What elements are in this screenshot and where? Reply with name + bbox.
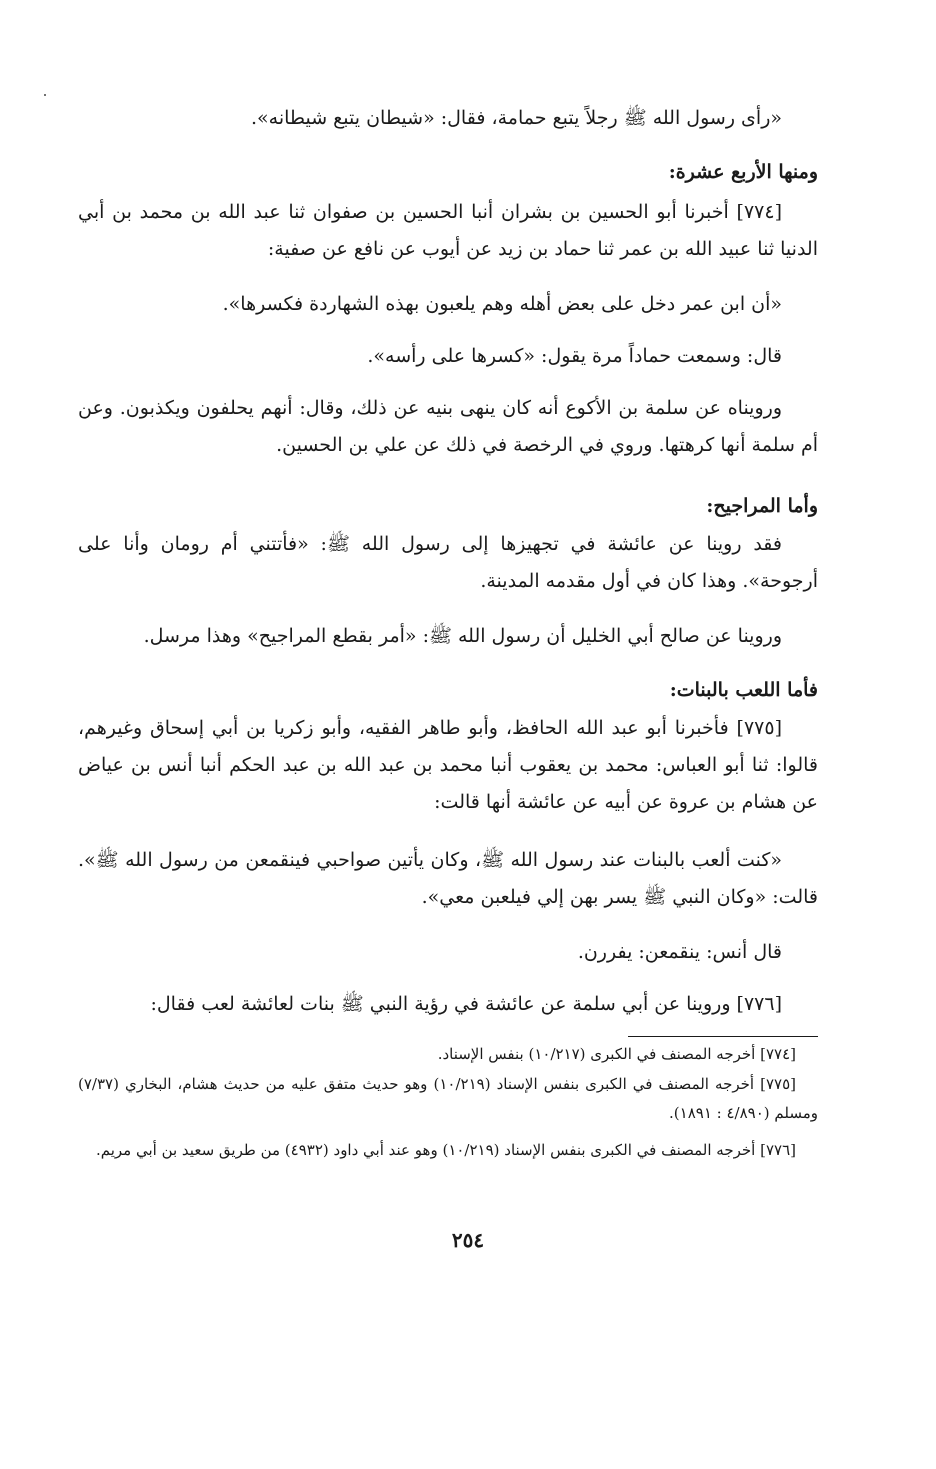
- footnote-776: [٧٧٦] أخرجه المصنف في الكبرى بنفس الإسناد (١٠/٢١٩) وهو عند أبي داود (٤٩٣٢) من طريق سعيد بن أبي مريم.: [95, 1141, 796, 1159]
- scan-speck: [44, 94, 46, 96]
- paragraph-hadith-776: [٧٧٦] وروينا عن أبي سلمة عن عائشة في رؤية النبي ﷺ بنات لعائشة لعب فقال:: [150, 993, 782, 1015]
- paragraph-salama-narration: ورويناه عن سلمة بن الأكوع أنه كان ينهى بنيه عن ذلك، وقال: أنهم يحلفون ويكذبون. وعن أم سلمة أنها كرهتها. وروي في الرخصة في ذلك عن علي بن الحسين.: [78, 397, 818, 456]
- footnote-775: [٧٧٥] أخرجه المصنف في الكبرى بنفس الإسناد (١٠/٢١٩) وهو حديث متفق عليه من حديث هشام، البخاري (٧/٣٧) ومسلم (٤/٨٩٠ : ١٨٩١).: [78, 1075, 818, 1122]
- paragraph-quote-ibn-umar: «أن ابن عمر دخل على بعض أهله وهم يلعبون بهذه الشهاردة فكسرها».: [222, 293, 782, 315]
- page-number: ٢٥٤: [451, 1228, 485, 1252]
- paragraph-aisha-swing: فقد روينا عن عائشة في تجهيزها إلى رسول الله ﷺ: «فأتتني أم رومان وأنا على أرجوحة». وهذا كان في أول مقدمه المدينة.: [78, 533, 818, 592]
- paragraph-anas-explanation: قال أنس: ينقمعن: يفررن.: [577, 941, 782, 963]
- footnote-divider: [628, 1036, 818, 1037]
- section-heading-fourteenth: ومنها الأربع عشرة:: [668, 161, 818, 183]
- paragraph-hadith-775: [٧٧٥] فأخبرنا أبو عبد الله الحافظ، وأبو طاهر الفقيه، وأبو زكريا بن أبي إسحاق وغيرهم، قالوا: ثنا أبو العباس: محمد بن يعقوب أنبا محمد بن عبد الله بن عبد الحكم أنبا أنس بن عياض عن هشام بن عروة عن أبيه عن عائشة أنها قالت:: [78, 717, 818, 813]
- paragraph-aisha-dolls: «كنت ألعب بالبنات عند رسول الله ﷺ، وكان يأتين صواحبي فينقمعن من رسول الله ﷺ». قالت: «وكان النبي ﷺ يسر بهن إلي فيلعبن معي».: [78, 849, 818, 908]
- section-heading-swings: وأما المراجيح:: [706, 495, 818, 517]
- footnote-774: [٧٧٤] أخرجه المصنف في الكبرى (١٠/٢١٧) بنفس الإسناد.: [437, 1045, 796, 1063]
- paragraph-hammad-saying: قال: وسمعت حماداً مرة يقول: «كسرها على رأسه».: [367, 345, 782, 367]
- paragraph-hadith-774: [٧٧٤] أخبرنا أبو الحسين بن بشران أنبا الحسين بن صفوان ثنا عبد الله بن محمد بن أبي الدنيا ثنا عبيد الله بن عمر ثنا حماد بن زيد عن أيوب عن نافع عن صفية:: [78, 201, 818, 260]
- paragraph-salih-narration: وروينا عن صالح أبي الخليل أن رسول الله ﷺ: «أمر بقطع المراجيح» وهذا مرسل.: [143, 625, 782, 647]
- paragraph-hadith-pigeon: «رأى رسول الله ﷺ رجلاً يتبع حمامة، فقال: «شيطان يتبع شيطانه».: [250, 107, 782, 129]
- section-heading-dolls: فأما اللعب بالبنات:: [669, 679, 818, 701]
